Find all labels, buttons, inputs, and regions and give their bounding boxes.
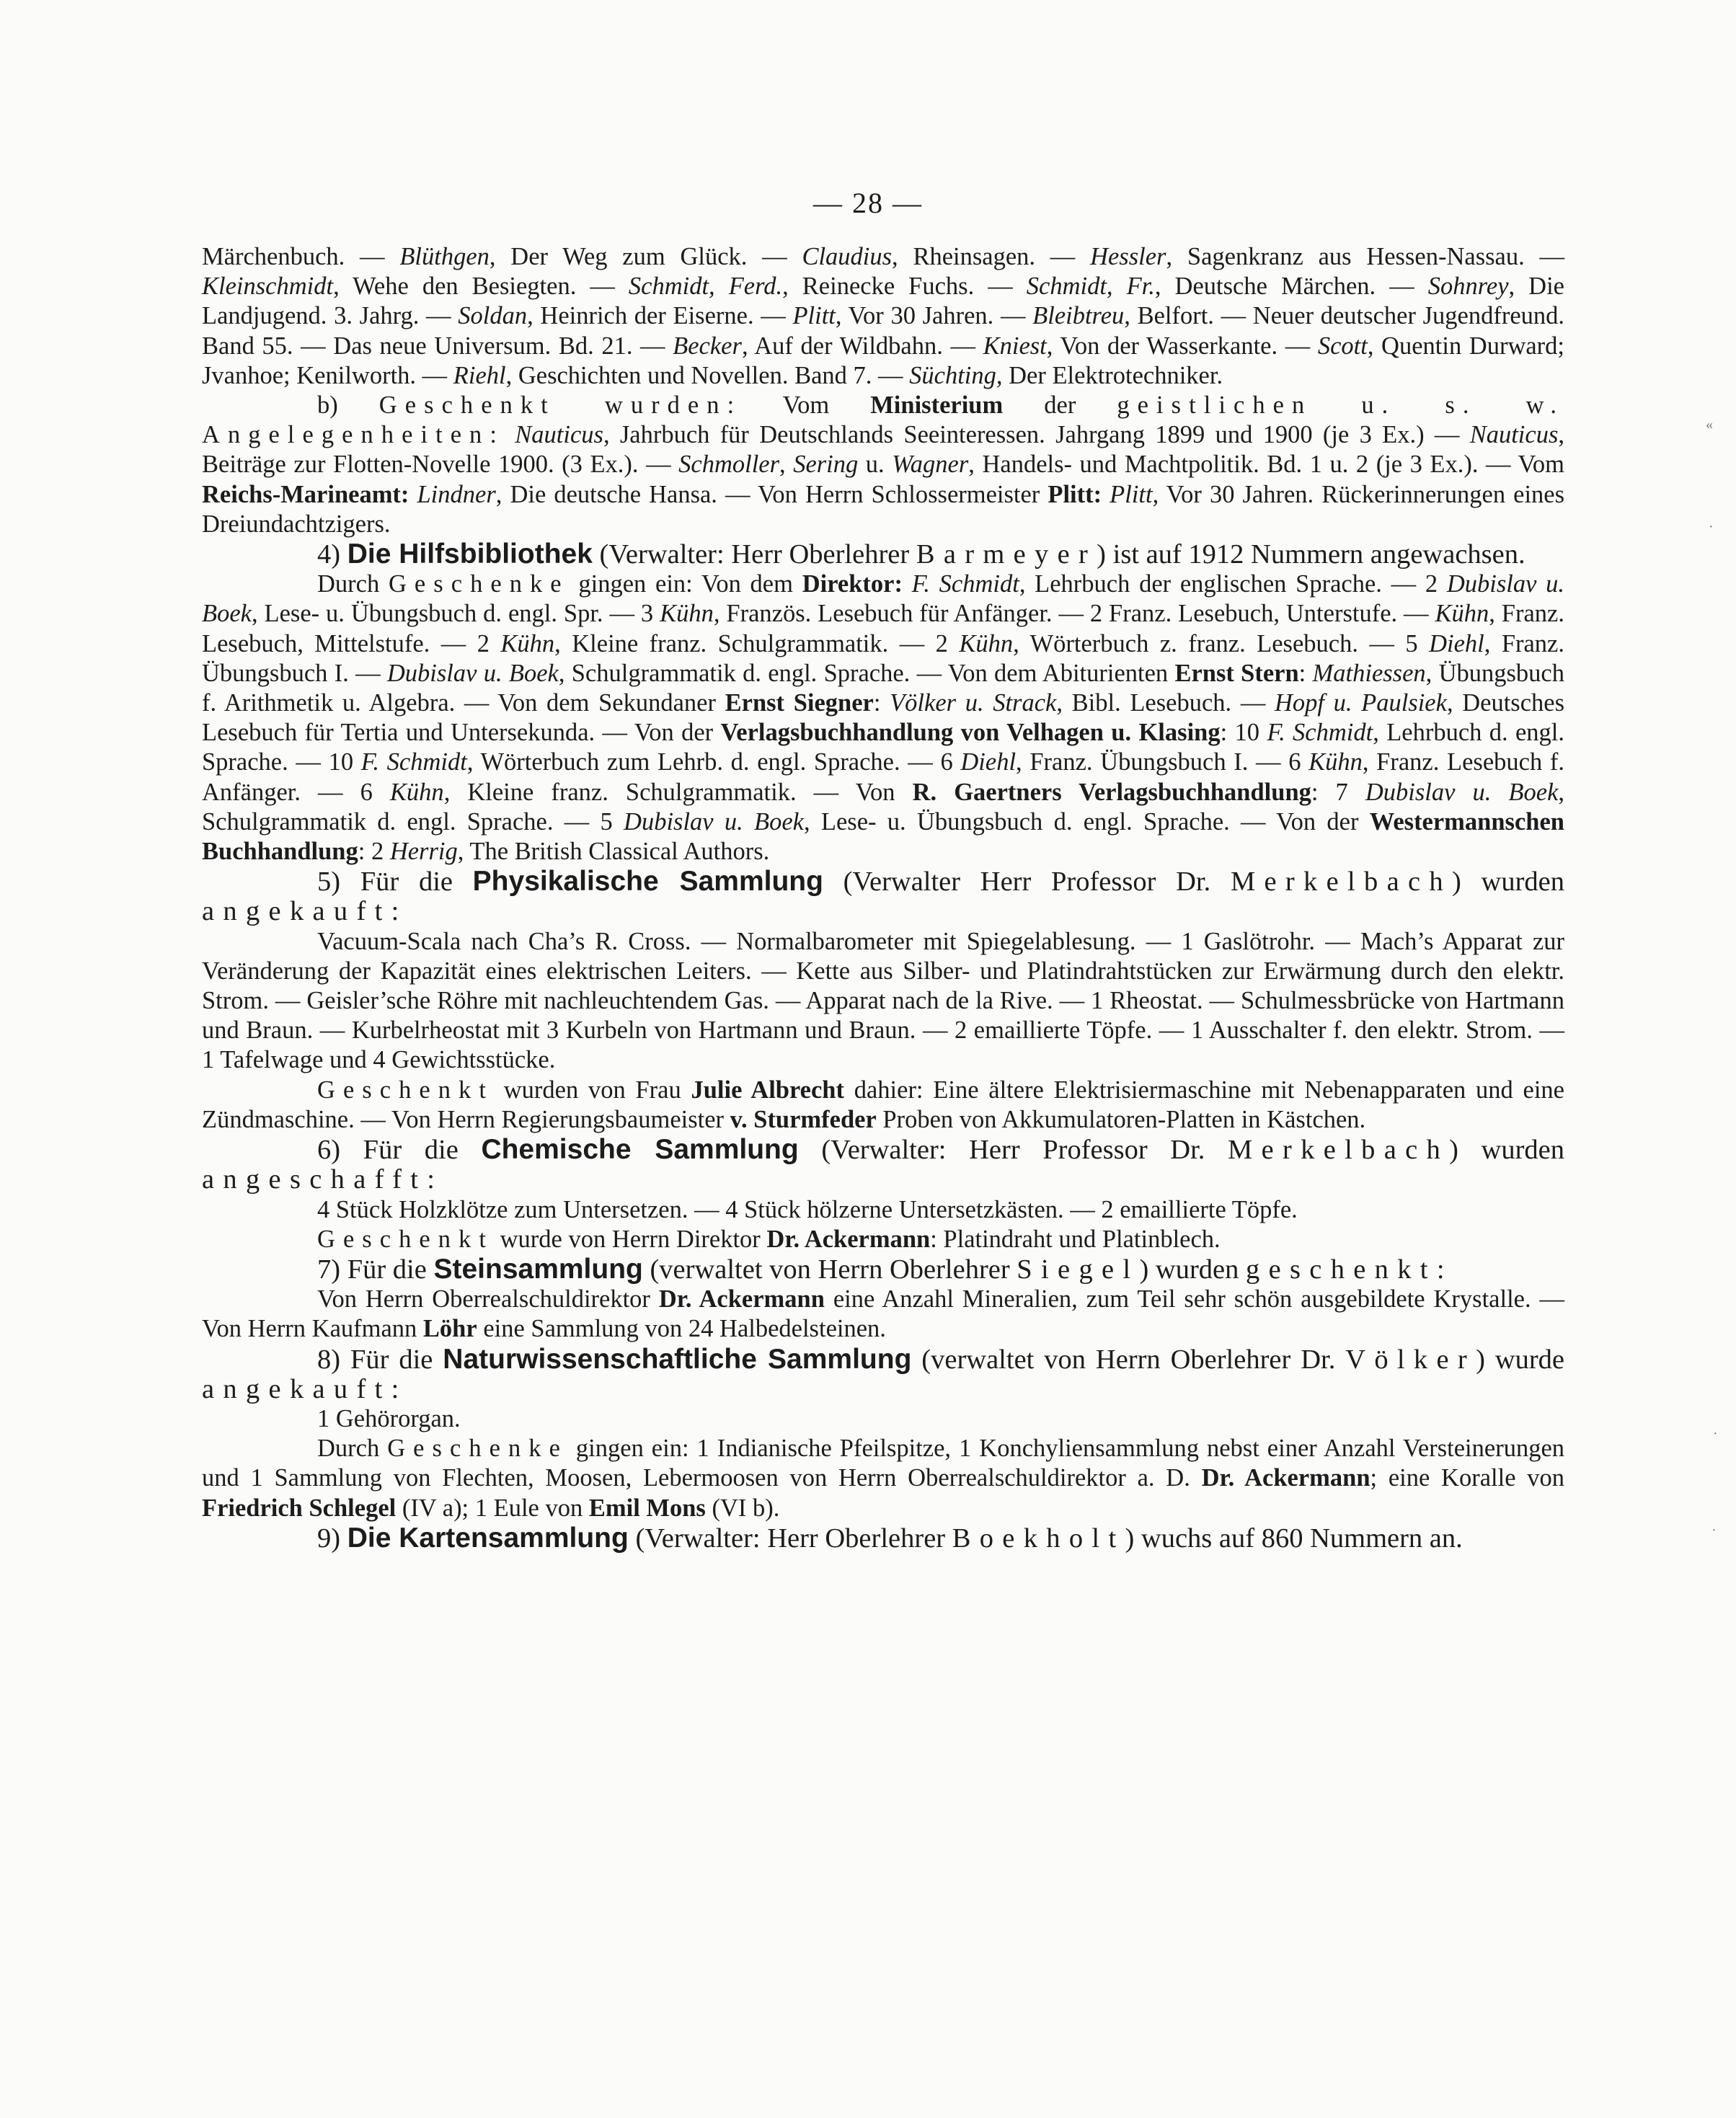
- text-run: Geschenkt: [317, 1225, 494, 1253]
- text-run: , The British Classical Authors.: [457, 838, 770, 866]
- section-5-physik-heading: [202, 867, 1564, 926]
- text-run: :: [1298, 659, 1313, 687]
- text-run: Völker u. Strack: [890, 689, 1057, 717]
- text-run: (VI b).: [705, 1494, 780, 1522]
- text-run: , Von der Wasserkante. —: [1046, 332, 1318, 360]
- text-run: Die Hilfsbibliothek: [347, 539, 593, 570]
- text-run: geistlichen u. s. w. Angelegenheiten:: [202, 391, 1564, 449]
- text-run: Geschenkt wurden:: [378, 391, 743, 420]
- text-run: , Jahrbuch für Deutschlands Seeinteressen. Jahrgang 1899 und 1900 (je 3 Ex.) —: [603, 421, 1470, 449]
- text-run: Nauticus: [515, 421, 603, 449]
- text-run: , Belfort. — Neuer deutscher Jugendfreund. Band 55. — Das neue Universum. Bd. 21. —: [202, 302, 1565, 360]
- text-run: Geschenkt: [317, 1076, 494, 1104]
- text-run: Kniest: [983, 332, 1047, 360]
- text-run: 8) Für die: [317, 1344, 443, 1375]
- text-run: , Französ. Lesebuch für Anfänger. — 2 Franz. Lesebuch, Unterstufe. —: [713, 600, 1435, 628]
- text-run: R. Gaertners Verlagsbuchhandlung: [912, 778, 1311, 806]
- text-run: Ernst Stern: [1174, 659, 1299, 687]
- text-run: , Übungsbuch f. Arithmetik u. Algebra. — Von dem Sekundaner: [202, 659, 1564, 717]
- text-run: Geschenke: [387, 1435, 568, 1463]
- text-run: Kühn: [1308, 748, 1363, 776]
- paragraph-natur-gifts: [202, 1434, 1564, 1523]
- text-run: Ernst Siegner: [725, 689, 874, 717]
- text-run: Proben von Akkumulatoren-Platten in Kästchen.: [876, 1105, 1366, 1133]
- text-run: Riehl: [453, 361, 506, 389]
- text-run: :: [873, 689, 890, 717]
- page-number: — 28 —: [813, 187, 923, 219]
- text-run: Hopf u. Paulsiek: [1274, 689, 1447, 717]
- text-run: Wagner: [892, 451, 969, 479]
- text-run: (IV a); 1 Eule von: [396, 1494, 589, 1522]
- text-run: Dubislav u. Boek: [386, 659, 559, 687]
- text-run: 6) Für die: [317, 1135, 482, 1166]
- text-run: Sering: [793, 451, 859, 479]
- text-run: : Platindraht und Platinblech.: [930, 1225, 1221, 1253]
- text-run: , Deutsche Märchen. —: [1154, 272, 1428, 301]
- text-run: , Beiträge zur Flotten-Novelle 1900. (3 Ex.). —: [202, 421, 1564, 479]
- text-run: Dr. Ackermann: [766, 1225, 931, 1253]
- text-run: , Der Weg zum Glück. —: [489, 243, 802, 270]
- text-run: , Franz. Lesebuch, Mittelstufe. — 2: [202, 600, 1564, 657]
- text-run: Plitt: [792, 302, 836, 330]
- paragraph-physik-purchases: [202, 927, 1564, 1076]
- text-run: eine Sammlung von 24 Halbedelsteinen.: [477, 1315, 886, 1343]
- text-run: ; eine Koralle von: [1370, 1464, 1564, 1492]
- text-run: , Schulgrammatik d. engl. Sprache. — 5: [202, 778, 1565, 836]
- text-run: wurde von Herrn Direktor: [493, 1225, 767, 1253]
- text-run: eine Anzahl Mineralien, zum Teil sehr schön ausgebildete Krystalle. — Von Herrn Kaufmann: [202, 1285, 1565, 1343]
- text-run: Hessler: [1090, 243, 1166, 270]
- text-run: Siegel: [1017, 1254, 1140, 1285]
- text-run: , Franz. Übungsbuch I. — 6: [1016, 748, 1309, 776]
- text-run: , Rheinsagen. —: [892, 243, 1091, 270]
- text-run: Plitt: [1110, 480, 1153, 508]
- text-run: Von Herrn Oberrealschuldirektor: [317, 1285, 659, 1313]
- margin-speck: ·: [1711, 1523, 1717, 1538]
- text-run: Diehl: [1429, 629, 1484, 657]
- text-run: Löhr: [422, 1315, 477, 1343]
- text-run: , Wörterbuch z. franz. Lesebuch. — 5: [1013, 629, 1430, 657]
- text-run: gingen ein: Von dem: [569, 570, 802, 598]
- text-run: (Verwalter Herr Professor Dr.: [823, 867, 1231, 898]
- text-run: , Vor 30 Jahren. —: [835, 302, 1033, 330]
- page-text: [202, 242, 1564, 1554]
- text-run: F. Schmidt: [911, 570, 1019, 598]
- text-run: Nauticus: [1469, 421, 1559, 449]
- text-run: (Verwalter: Herr Professor Dr.: [798, 1135, 1228, 1166]
- text-run: Ministerium: [870, 391, 1004, 420]
- text-run: , Wehe den Besiegten. —: [333, 272, 629, 301]
- text-run: : 2: [358, 838, 390, 866]
- text-run: ) wurden: [1139, 1254, 1246, 1285]
- text-run: , Auf der Wildbahn. —: [741, 332, 983, 360]
- text-run: dahier: Eine ältere Elektrisiermaschine mit Nebenapparaten und eine Zündmaschine. — Von Herrn Regierungsbaumeister: [202, 1076, 1564, 1133]
- text-run: , Die deutsche Hansa. — Von Herrn Schlossermeister: [495, 480, 1048, 508]
- text-run: , Die Landjugend. 3. Jahrg. —: [202, 272, 1564, 330]
- text-run: Dr. Ackermann: [1201, 1464, 1370, 1492]
- section-8-natur-heading: [202, 1344, 1564, 1404]
- text-run: ) wurden: [1452, 867, 1564, 898]
- text-run: Soldan: [458, 302, 528, 330]
- text-run: Reichs-Marineamt:: [202, 480, 409, 508]
- text-run: , Quentin Durward; Jvanhoe; Kenilworth. —: [202, 332, 1565, 389]
- paragraph-physik-gifts: [202, 1076, 1564, 1135]
- paragraph-hilfsbibliothek-gifts: [202, 570, 1564, 867]
- text-run: Lindner: [417, 480, 496, 508]
- text-run: , Lese- u. Übungsbuch d. engl. Spr. — 3: [251, 600, 660, 628]
- paragraph-chemie-gifts: [202, 1225, 1564, 1254]
- text-run: Kühn: [660, 600, 714, 628]
- text-run: , Kleine franz. Schulgrammatik. — 2: [554, 629, 960, 657]
- text-run: ) wurden: [1449, 1135, 1564, 1166]
- text-run: Völker: [1345, 1344, 1476, 1375]
- text-run: Vom: [742, 391, 871, 420]
- text-run: angeschafft:: [202, 1164, 444, 1195]
- text-run: der: [1003, 391, 1117, 420]
- text-run: , Lehrbuch d. engl. Sprache. — 10: [202, 719, 1565, 776]
- text-run: Steinsammlung: [433, 1253, 643, 1285]
- text-run: : 10: [1220, 719, 1267, 747]
- text-run: , Reinecke Fuchs. —: [782, 272, 1027, 301]
- text-run: geschenkt:: [1246, 1254, 1453, 1285]
- text-run: Schmoller: [678, 451, 780, 479]
- text-run: , Vor 30 Jahren. Rückerinnerungen eines Dreiundachtzigers.: [202, 480, 1565, 538]
- text-run: Claudius: [802, 243, 893, 270]
- text-run: Kühn: [1435, 600, 1489, 628]
- text-run: Merkelbach: [1230, 867, 1453, 898]
- text-run: F. Schmidt: [360, 748, 467, 776]
- text-run: Friedrich Schlegel: [202, 1494, 397, 1522]
- text-run: Verlagsbuchhandlung von Velhagen u. Klasing: [720, 719, 1221, 747]
- margin-speck: ·: [1709, 519, 1714, 535]
- text-run: Dubislav u. Boek: [202, 570, 1565, 628]
- section-7-stein-heading: [202, 1254, 1564, 1285]
- text-run: Bleibtreu: [1032, 302, 1125, 330]
- text-run: 9): [317, 1523, 347, 1554]
- section-6-chemie-heading: [202, 1135, 1564, 1195]
- text-run: Boekholt: [952, 1523, 1125, 1554]
- text-run: ) wuchs auf 860 Nummern an.: [1125, 1523, 1463, 1554]
- text-run: (Verwalter: Herr Oberlehrer: [628, 1523, 952, 1554]
- text-run: Merkelbach: [1228, 1135, 1450, 1166]
- text-run: 1 Gehörorgan.: [317, 1404, 461, 1432]
- text-run: [505, 421, 515, 448]
- text-run: Blüthgen: [399, 243, 490, 270]
- text-run: Märchenbuch. —: [202, 243, 400, 270]
- text-run: Die Kartensammlung: [347, 1522, 629, 1554]
- text-run: (verwaltet von Herrn Oberlehrer Dr.: [911, 1344, 1346, 1375]
- paragraph-donations-ministry: [202, 391, 1564, 539]
- text-run: Dubislav u. Boek: [1365, 778, 1559, 806]
- text-run: angekauft:: [202, 1373, 408, 1404]
- text-run: Vacuum-Scala nach Cha’s R. Cross. — Normalbarometer mit Spiegelablesung. — 1 Gaslötrohr. — Mach’s Apparat zur Veränderung der Kapazität eines elektrischen Leiters. — Kette aus Silber- und Platindrahtstücken zur Erwärmung durch den elektr. Strom. — Geisler’sche Röhre mit nachleuchtendem Gas. — Apparat nach de la Rive. — 1 Rheostat. — Schulmessbrücke von Hartmann und Braun. — Kurbelrheostat mit 3 Kurbeln von Hartmann und Braun. — 2 emaillierte Töpfe. — 1 Ausschalter f. den elektr. Strom. — 1 Tafelwage und 4 Gewichtsstücke.: [202, 927, 1564, 1074]
- text-run: , Lese- u. Übungsbuch d. engl. Sprache. — Von der: [803, 807, 1370, 836]
- text-run: Diehl: [960, 748, 1017, 776]
- text-run: wurden von Frau: [493, 1076, 691, 1104]
- text-run: Scott: [1317, 332, 1368, 360]
- text-run: v. Sturmfeder: [730, 1105, 877, 1133]
- text-run: , Deutsches Lesebuch für Tertia und Untersekunda. — Von der: [202, 689, 1565, 747]
- text-run: Schmidt, Ferd.: [628, 272, 783, 301]
- text-run: Dubislav u. Boek: [624, 807, 804, 836]
- margin-speck: ·: [1713, 1426, 1718, 1442]
- text-run: Chemische Sammlung: [481, 1134, 799, 1166]
- text-run: Schmidt, Fr.: [1026, 272, 1155, 301]
- text-run: ) wurde: [1476, 1344, 1564, 1375]
- paragraph-natur-purchases: [202, 1404, 1564, 1434]
- text-run: Geschenke: [388, 570, 570, 598]
- text-run: 5) Für die: [317, 867, 473, 898]
- text-run: Plitt:: [1048, 480, 1102, 508]
- text-run: 7) Für die: [317, 1254, 434, 1285]
- text-run: , Franz. Übungsbuch I. —: [202, 629, 1564, 687]
- text-run: Kühn: [959, 629, 1014, 657]
- section-4-hilfsbibliothek-heading: [202, 539, 1564, 570]
- text-run: Kühn: [500, 629, 555, 657]
- text-run: angekauft:: [202, 896, 408, 927]
- text-run: Direktor:: [802, 570, 903, 598]
- text-run: Mathiessen: [1312, 659, 1426, 687]
- text-run: u.: [858, 451, 893, 479]
- text-run: Durch: [317, 1435, 388, 1463]
- text-run: Sohnrey: [1427, 272, 1509, 301]
- text-run: Der Elektrotechniker.: [1002, 361, 1223, 389]
- text-run: Becker: [673, 332, 742, 360]
- text-run: , Wörterbuch zum Lehrb. d. engl. Sprache. — 6: [466, 748, 961, 776]
- text-run: , Lehrbuch der englischen Sprache. — 2: [1019, 570, 1447, 598]
- text-run: Kleinschmidt: [202, 272, 334, 301]
- text-run: ,: [779, 451, 794, 479]
- text-run: : 7: [1311, 778, 1365, 806]
- text-run: Herrig: [389, 838, 458, 866]
- text-run: Durch: [317, 570, 389, 598]
- margin-speck: «: [1706, 417, 1713, 433]
- text-run: [1102, 481, 1110, 508]
- text-run: , Heinrich der Eiserne. —: [527, 302, 793, 330]
- text-run: Kühn: [389, 778, 444, 806]
- text-run: b): [317, 391, 379, 420]
- section-9-karten-heading: [202, 1523, 1564, 1554]
- text-run: [409, 481, 417, 508]
- text-run: Emil Mons: [588, 1494, 706, 1522]
- text-run: , Franz. Lesebuch f. Anfänger. — 6: [202, 748, 1564, 806]
- text-run: 4 Stück Holzklötze zum Untersetzen. — 4 Stück hölzerne Untersetzkästen. — 2 emaillierte Töpfe.: [317, 1195, 1298, 1223]
- text-run: , Handels- und Machtpolitik. Bd. 1 u. 2 (je 3 Ex.). — Vom: [968, 451, 1565, 479]
- text-run: ) ist auf 1912 Nummern angewachsen.: [1097, 539, 1525, 570]
- text-run: Naturwissenschaftliche Sammlung: [443, 1343, 912, 1375]
- text-run: (verwaltet von Herrn Oberlehrer: [642, 1254, 1017, 1285]
- text-run: , Kleine franz. Schulgrammatik. — Von: [443, 778, 913, 806]
- text-run: Dr. Ackermann: [658, 1285, 825, 1313]
- text-run: (Verwalter: Herr Oberlehrer: [592, 539, 916, 570]
- text-run: Westermannschen Buchhandlung: [202, 807, 1564, 866]
- text-run: , Geschichten und Novellen. Band 7. —: [505, 361, 910, 389]
- text-run: [903, 570, 912, 598]
- text-run: Barmeyer: [916, 539, 1097, 570]
- text-run: Süchting,: [909, 361, 1003, 389]
- text-run: , Schulgrammatik d. engl. Sprache. — Von dem Abiturienten: [558, 659, 1175, 687]
- paragraph-stein-gifts: [202, 1285, 1564, 1344]
- paragraph-chemie-purchases: [202, 1195, 1564, 1225]
- paragraph-book-list: [202, 242, 1564, 391]
- text-run: F. Schmidt: [1267, 719, 1373, 747]
- text-run: gingen ein: 1 Indianische Pfeilspitze, 1 Konchyliensammlung nebst einer Anzahl Versteinerungen und 1 Sammlung von Flechten, Moosen, Lebermoosen von Herrn Oberrealschuldirektor a. D.: [202, 1435, 1565, 1492]
- text-run: Physikalische Sammlung: [472, 866, 823, 898]
- text-run: 4): [317, 539, 347, 570]
- text-run: , Bibl. Lesebuch. —: [1056, 689, 1275, 717]
- text-run: , Sagenkranz aus Hessen-Nassau. —: [1166, 243, 1564, 270]
- text-run: Julie Albrecht: [691, 1076, 844, 1104]
